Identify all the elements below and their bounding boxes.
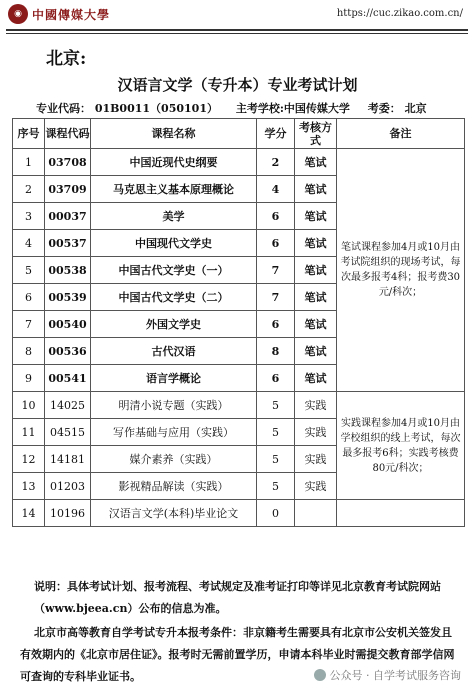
row-credit: 4 bbox=[257, 176, 295, 203]
row-no: 10 bbox=[13, 392, 45, 419]
row-credit: 6 bbox=[257, 230, 295, 257]
row-credit: 6 bbox=[257, 311, 295, 338]
row-credit: 8 bbox=[257, 338, 295, 365]
row-course-name: 语言学概论 bbox=[91, 365, 257, 392]
row-exam-form bbox=[295, 500, 337, 527]
header-credit: 学分 bbox=[257, 119, 295, 149]
university-logo bbox=[8, 4, 110, 24]
row-no: 5 bbox=[13, 257, 45, 284]
row-code: 00037 bbox=[45, 203, 91, 230]
row-course-name: 明清小说专题（实践） bbox=[91, 392, 257, 419]
header-code: 课程代码 bbox=[45, 119, 91, 149]
row-credit: 0 bbox=[257, 500, 295, 527]
row-no: 12 bbox=[13, 446, 45, 473]
page-header bbox=[0, 0, 475, 28]
watermark-text: 公众号 · 自学考试服务咨询 bbox=[329, 669, 461, 682]
row-exam-form: 笔试 bbox=[295, 365, 337, 392]
row-code: 03708 bbox=[45, 149, 91, 176]
explanation-note: 说明：具体考试计划、报考流程、考试规定及准考证打印等详见北京教育考试院网站（www.bjeea.cn）公布的信息为准。 bbox=[34, 580, 441, 615]
row-code: 00539 bbox=[45, 284, 91, 311]
table-row bbox=[13, 149, 465, 176]
row-course-name: 中国古代文学史（一） bbox=[91, 257, 257, 284]
row-exam-form: 实践 bbox=[295, 392, 337, 419]
row-course-name: 美学 bbox=[91, 203, 257, 230]
practice-exam-note: 实践课程参加4月或10月由学校组织的线上考试，每次最多报考6科；实践考核费80元/科次； bbox=[337, 392, 465, 500]
row-exam-form: 笔试 bbox=[295, 149, 337, 176]
exam-committee: 考委： 北京 bbox=[367, 102, 427, 115]
header-no: 序号 bbox=[13, 119, 45, 149]
row-exam-form: 笔试 bbox=[295, 176, 337, 203]
row-code: 14025 bbox=[45, 392, 91, 419]
major-meta bbox=[36, 100, 441, 116]
logo-text: 中國傳媒大學 bbox=[32, 7, 111, 22]
seal-icon: ◉ bbox=[8, 4, 28, 24]
table-header-row bbox=[13, 119, 465, 149]
row-no: 4 bbox=[13, 230, 45, 257]
row-no: 1 bbox=[13, 149, 45, 176]
written-exam-note: 笔试课程参加4月或10月由考试院组织的现场考试，每次最多报考4科；报考费30元/科次； bbox=[337, 149, 465, 392]
row-code: 00537 bbox=[45, 230, 91, 257]
row-credit: 7 bbox=[257, 257, 295, 284]
row-no: 7 bbox=[13, 311, 45, 338]
document-title: 汉语言文学（专升本）专业考试计划 bbox=[117, 76, 358, 94]
city-heading: 北京: bbox=[46, 49, 87, 69]
row-course-name: 写作基础与应用（实践） bbox=[91, 419, 257, 446]
major-code: 专业代码： 01B0011（050101） bbox=[36, 102, 218, 115]
row-course-name: 影视精品解读（实践） bbox=[91, 473, 257, 500]
row-exam-form: 实践 bbox=[295, 446, 337, 473]
row-credit: 6 bbox=[257, 203, 295, 230]
row-course-name: 马克思主义基本原理概论 bbox=[91, 176, 257, 203]
row-credit: 6 bbox=[257, 365, 295, 392]
header-note: 备注 bbox=[337, 119, 465, 149]
row-no: 11 bbox=[13, 419, 45, 446]
registration-condition-note: 北京市高等教育自学考试专升本报考条件：非京籍考生需要具有北京市公安机关签发且有效期内的《北京市居住证》。报考时无需前置学历，申请本科毕业时需提交教育部学信网可查询的专科毕业证书。 bbox=[20, 626, 455, 683]
row-code: 00538 bbox=[45, 257, 91, 284]
row-code: 01203 bbox=[45, 473, 91, 500]
row-course-name: 外国文学史 bbox=[91, 311, 257, 338]
row-no: 3 bbox=[13, 203, 45, 230]
row-code: 10196 bbox=[45, 500, 91, 527]
exam-plan-table bbox=[12, 118, 465, 527]
row-no: 13 bbox=[13, 473, 45, 500]
table-row bbox=[13, 392, 465, 419]
row-exam-form: 笔试 bbox=[295, 203, 337, 230]
site-url[interactable]: https://cuc.zikao.com.cn/ bbox=[336, 8, 463, 19]
row-exam-form: 笔试 bbox=[295, 284, 337, 311]
row-credit: 2 bbox=[257, 149, 295, 176]
header-name: 课程名称 bbox=[91, 119, 257, 149]
row-course-name: 古代汉语 bbox=[91, 338, 257, 365]
header-rule-thick bbox=[6, 29, 468, 31]
row-exam-form: 笔试 bbox=[295, 230, 337, 257]
table-row bbox=[13, 500, 465, 527]
row-credit: 5 bbox=[257, 392, 295, 419]
row-course-name: 媒介素养（实践） bbox=[91, 446, 257, 473]
host-school: 主考学校:中国传媒大学 bbox=[235, 102, 350, 115]
row-note-empty bbox=[337, 500, 465, 527]
wechat-watermark bbox=[310, 665, 466, 685]
row-credit: 5 bbox=[257, 419, 295, 446]
row-no: 2 bbox=[13, 176, 45, 203]
row-no: 6 bbox=[13, 284, 45, 311]
header-form: 考核方式 bbox=[295, 119, 337, 149]
row-code: 03709 bbox=[45, 176, 91, 203]
row-code: 00541 bbox=[45, 365, 91, 392]
row-exam-form: 笔试 bbox=[295, 311, 337, 338]
row-code: 00536 bbox=[45, 338, 91, 365]
row-course-name: 汉语言文学(本科)毕业论文 bbox=[91, 500, 257, 527]
row-exam-form: 实践 bbox=[295, 473, 337, 500]
header-rule-thin bbox=[6, 33, 468, 34]
row-code: 00540 bbox=[45, 311, 91, 338]
wechat-icon bbox=[314, 669, 326, 681]
row-code: 14181 bbox=[45, 446, 91, 473]
row-credit: 7 bbox=[257, 284, 295, 311]
row-exam-form: 实践 bbox=[295, 419, 337, 446]
row-course-name: 中国近现代史纲要 bbox=[91, 149, 257, 176]
row-credit: 5 bbox=[257, 473, 295, 500]
row-credit: 5 bbox=[257, 446, 295, 473]
row-code: 04515 bbox=[45, 419, 91, 446]
row-course-name: 中国古代文学史（二） bbox=[91, 284, 257, 311]
row-course-name: 中国现代文学史 bbox=[91, 230, 257, 257]
row-exam-form: 笔试 bbox=[295, 338, 337, 365]
row-no: 8 bbox=[13, 338, 45, 365]
row-exam-form: 笔试 bbox=[295, 257, 337, 284]
row-no: 14 bbox=[13, 500, 45, 527]
row-no: 9 bbox=[13, 365, 45, 392]
